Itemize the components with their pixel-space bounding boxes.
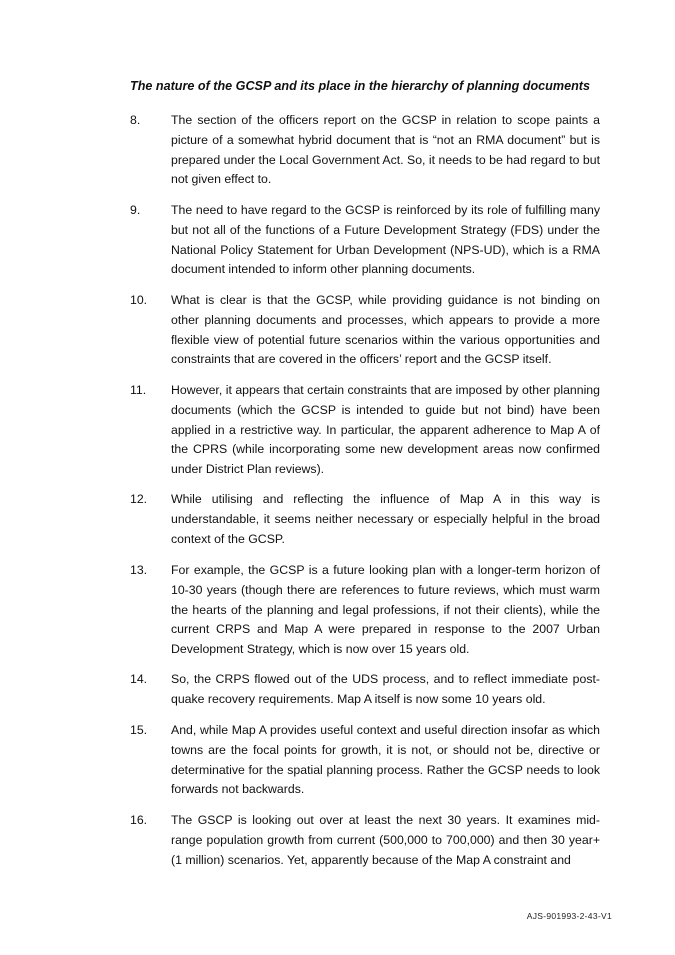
paragraph-text: While utilising and reflecting the influence of Map A in this way is understandable, it seems neither necessary or especially helpful in the broad context of the GCSP. [171, 492, 600, 546]
paragraph-text: And, while Map A provides useful context and useful direction insofar as which towns are the focal points for growth, it is not, or should not be, directive or determinative for the spatial planning process. Rather the GCSP needs to look forwards not backwards. [171, 723, 600, 797]
paragraph-13 [130, 561, 600, 660]
paragraph-11 [130, 381, 600, 480]
paragraph-14 [130, 670, 600, 710]
paragraph-number: 16. [130, 813, 148, 827]
paragraph-number: 8. [130, 113, 141, 127]
paragraph-text: What is clear is that the GCSP, while providing guidance is not binding on other planning documents and processes, which appears to provide a more flexible view of potential future scenarios within the various opportunities and constraints that are covered in the officers’ report and the GCSP itself. [171, 293, 600, 367]
paragraph-text: The GSCP is looking out over at least the next 30 years. It examines mid-range population growth from current (500,000 to 700,000) and then 30 year+ (1 million) scenarios. Yet, apparently because of the Map A constraint and [171, 813, 600, 867]
paragraph-number: 11. [130, 383, 147, 397]
paragraph-number: 13. [130, 563, 148, 577]
paragraph-number: 10. [130, 293, 148, 307]
paragraph-text: For example, the GCSP is a future looking plan with a longer-term horizon of 10-30 years (though there are references to future reviews, which must warm the hearts of the planning and legal professions, if not their clients), while the current CRPS and Map A were prepared in response to the 2007 Urban Development Strategy, which is now over 15 years old. [171, 563, 600, 657]
paragraph-number: 12. [130, 492, 148, 506]
paragraph-text: The section of the officers report on the GCSP in relation to scope paints a picture of a somewhat hybrid document that is “not an RMA document” but is prepared under the Local Government Act. So, it needs to be had regard to but not given effect to. [171, 113, 600, 187]
paragraph-16 [130, 811, 600, 870]
paragraph-number: 9. [130, 203, 141, 217]
paragraph-text: So, the CRPS flowed out of the UDS process, and to reflect immediate post-quake recovery requirements. Map A itself is now some 10 years old. [171, 672, 600, 706]
paragraph-8 [130, 111, 600, 190]
paragraph-12 [130, 490, 600, 549]
document-reference: AJS-901993-2-43-V1 [526, 911, 612, 921]
paragraph-text: The need to have regard to the GCSP is reinforced by its role of fulfilling many but not all of the functions of a Future Development Strategy (FDS) under the National Policy Statement for Urban Development (NPS-UD), which is a RMA document intended to inform other planning documents. [171, 203, 600, 277]
paragraph-number: 14. [130, 672, 148, 686]
section-heading: The nature of the GCSP and its place in the hierarchy of planning documents [130, 79, 590, 93]
paragraph-text: However, it appears that certain constraints that are imposed by other planning documents (which the GCSP is intended to guide but not bind) have been applied in a restrictive way. In particular, the apparent adherence to Map A of the CPRS (while incorporating some new development areas now confirmed under District Plan reviews). [171, 383, 600, 477]
paragraph-9 [130, 201, 600, 280]
paragraph-10 [130, 291, 600, 370]
paragraph-15 [130, 721, 600, 800]
paragraph-number: 15. [130, 723, 148, 737]
